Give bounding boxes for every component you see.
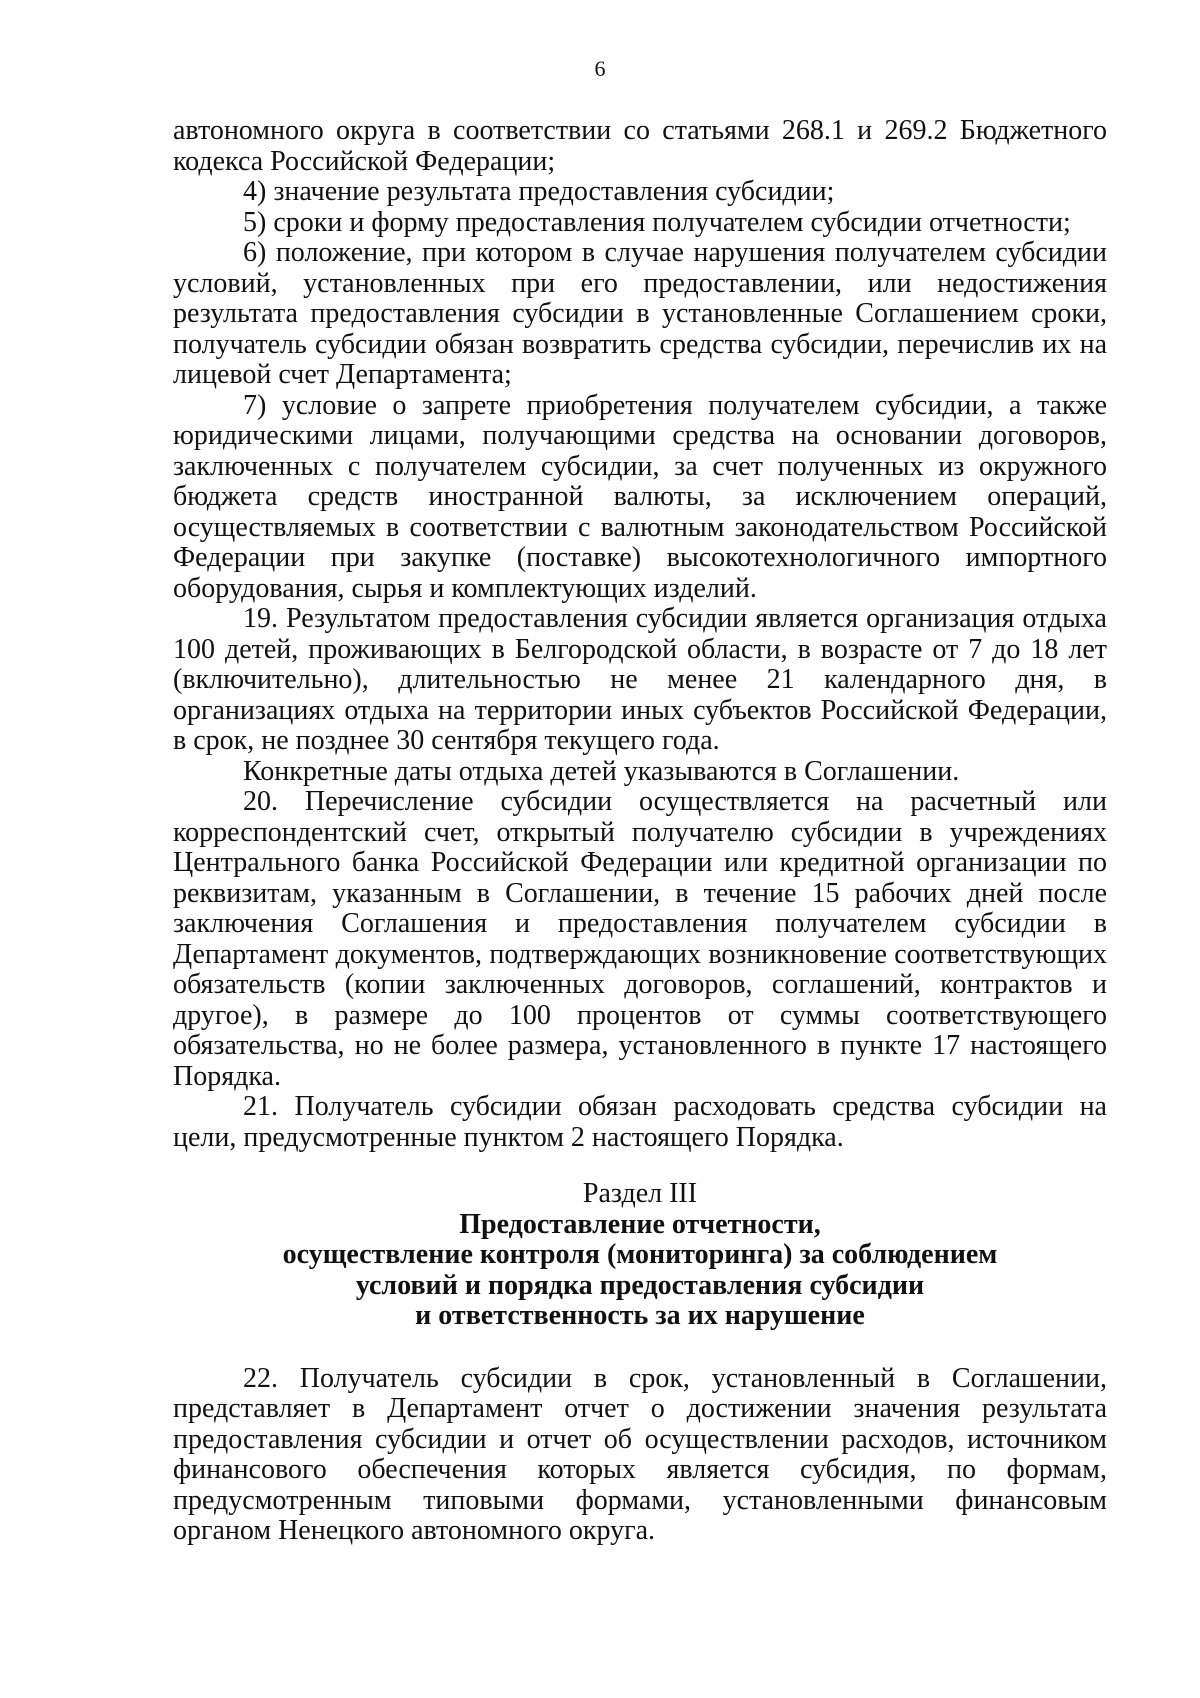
paragraph: 22. Получатель субсидии в срок, установленный в Соглашении, представляет в Департамент отчет о достижении значения результата предоставления субсидии и отчет об осуществлении расходов, источником финансового обеспечения которых является субсидия, по формам, предусмотренным типовыми формами, установленными финансовым органом Ненецкого автономного округа. (173, 1362, 1107, 1546)
paragraph: 6) положение, при котором в случае нарушения получателем субсидии условий, установленных при его предоставлении, или недостижения результата предоставления субсидии в установленные Соглашением сроки, получатель субсидии обязан возвратить средства субсидии, перечислив их на лицевой счет Департамента; (173, 237, 1107, 390)
paragraphs-after-section (173, 1364, 1107, 1547)
section-title-line: Предоставление отчетности, (459, 1208, 821, 1240)
paragraph: Конкретные даты отдыха детей указываются в Соглашении. (243, 755, 960, 787)
paragraph: 21. Получатель субсидии обязан расходовать средства субсидии на цели, предусмотренные пунктом 2 настоящего Порядка. (173, 1091, 1107, 1153)
section-title-line: осуществление контроля (мониторинга) за соблюдением (282, 1239, 998, 1270)
section-number: Раздел III (582, 1178, 698, 1209)
section-title (173, 1210, 1107, 1332)
section-title-line: условий и порядка предоставления субсидии (355, 1269, 925, 1301)
page-number: 6 (594, 56, 606, 81)
paragraph: 19. Результатом предоставления субсидии является организация отдыха 100 детей, проживающих в Белгородской области, в возрасте от 7 до 18 лет (включительно), длительностью не менее 21 календарного дня, в организациях отдыха на территории иных субъектов Российской Федерации, в срок, не позднее 30 сентября текущего года. (173, 603, 1107, 756)
paragraph: автономного округа в соответствии со статьями 268.1 и 269.2 Бюджетного кодекса Российской Федерации; (173, 115, 1107, 177)
document-body (173, 116, 1107, 1547)
paragraph: 5) сроки и форму предоставления получателем субсидии отчетности; (243, 206, 1071, 238)
paragraph: 4) значение результата предоставления субсидии; (243, 176, 835, 207)
paragraph: 7) условие о запрете приобретения получателем субсидии, а также юридическими лицами, получающими средства на основании договоров, заключенных с получателем субсидии, за счет полученных из окружного бюджета средств иностранной валюты, за исключением операций, осуществляемых в соответствии с валютным законодательством Российской Федерации при закупке (поставке) высокотехнологичного импортного оборудования, сырья и комплектующих изделий. (173, 389, 1107, 604)
paragraph: 20. Перечисление субсидии осуществляется на расчетный или корреспондентский счет, открытый получателю субсидии в учреждениях Центрального банка Российской Федерации или кредитной организации по реквизитам, указанным в Соглашении, в течение 15 рабочих дней после заключения Соглашения и предоставления получателем субсидии в Департамент документов, подтверждающих возникновение соответствующих обязательств (копии заключенных договоров, соглашений, контрактов и другое), в размере до 100 процентов от суммы соответствующего обязательства, но не более размера, установленного в пункте 17 настоящего Порядка. (173, 786, 1107, 1092)
section-heading (173, 1179, 1107, 1332)
section-title-line: и ответственность за их нарушение (415, 1300, 865, 1331)
paragraphs-before-section (173, 116, 1107, 1153)
